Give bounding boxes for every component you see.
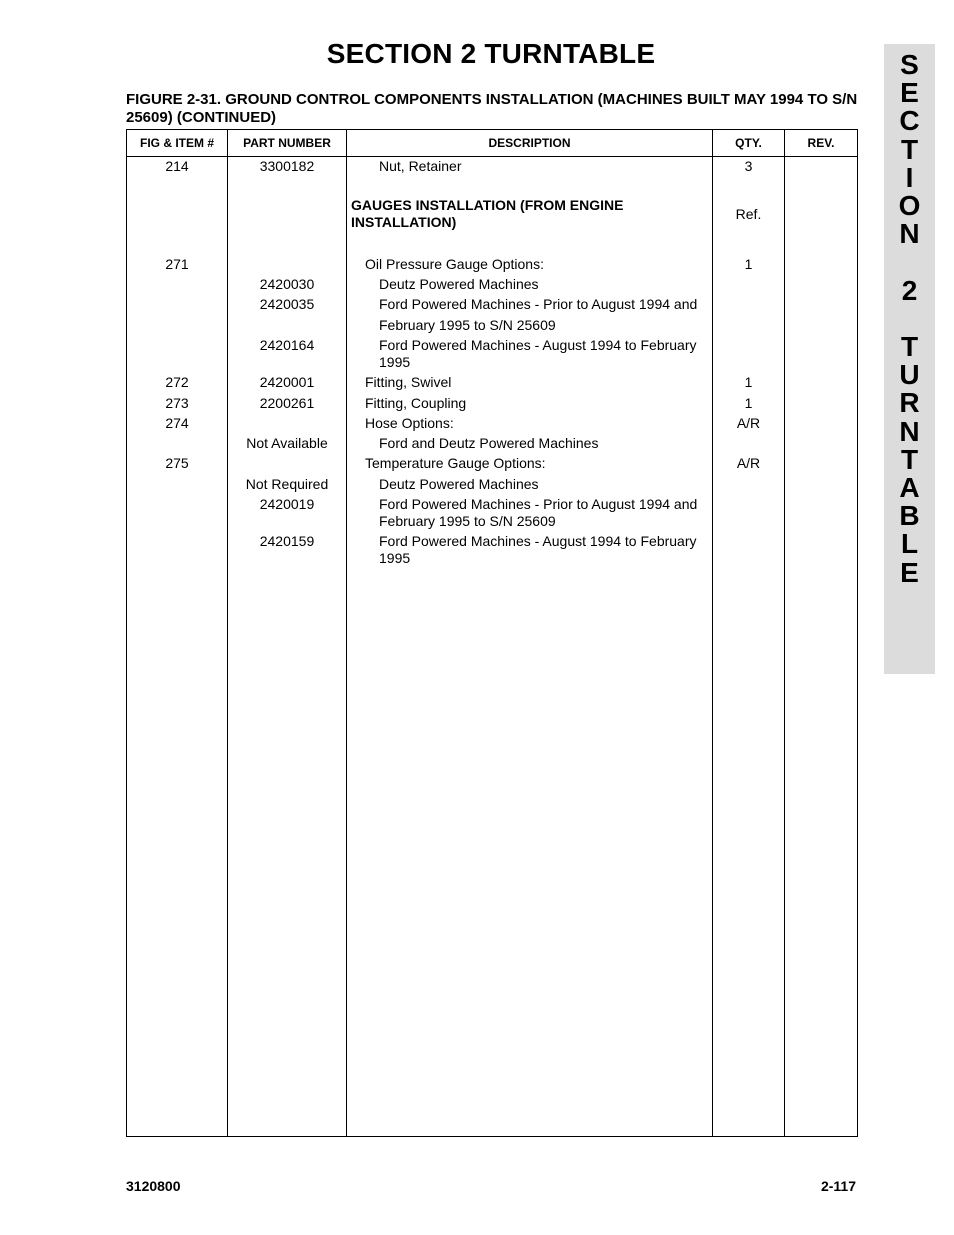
- part-number-cell: 2200261: [259, 395, 315, 411]
- description-cell: Hose Options:: [365, 415, 454, 431]
- side-tab-letter: C: [899, 105, 920, 137]
- description-cell: GAUGES INSTALLATION (FROM ENGINE INSTALLATION): [351, 197, 624, 230]
- column-divider: [784, 130, 785, 1136]
- document-number: 3120800: [126, 1178, 181, 1194]
- side-tab-letter: E: [900, 77, 919, 109]
- header-fig-item: FIG & ITEM #: [139, 136, 214, 150]
- qty-cell: 3: [744, 158, 753, 174]
- side-tab-letter: R: [899, 387, 920, 419]
- description-cell: Deutz Powered Machines: [379, 476, 539, 492]
- qty-cell: A/R: [736, 455, 761, 471]
- header-rev: REV.: [807, 136, 835, 150]
- side-tab-letter: N: [899, 415, 920, 447]
- part-number-cell: Not Required: [245, 476, 329, 492]
- side-tab-letter: A: [899, 472, 920, 504]
- description-cell: Fitting, Coupling: [365, 395, 467, 411]
- description-cell: Ford Powered Machines - August 1994 to February 1995: [379, 337, 697, 370]
- side-tab-spacer: [884, 305, 935, 333]
- side-tab-letter: N: [899, 218, 920, 250]
- description-cell: February 1995 to S/N 25609: [379, 317, 556, 333]
- column-divider: [712, 130, 713, 1136]
- description-cell: Ford Powered Machines - August 1994 to February 1995: [379, 533, 697, 566]
- fig-item-cell: 214: [165, 158, 189, 174]
- header-divider: [127, 156, 857, 157]
- description-cell: Deutz Powered Machines: [379, 276, 539, 292]
- section-side-tab: [884, 44, 935, 674]
- part-number-cell: 3300182: [259, 158, 315, 174]
- section-title: SECTION 2 TURNTABLE: [326, 38, 656, 69]
- header-qty: QTY.: [735, 136, 762, 150]
- description-cell: Ford Powered Machines - Prior to August 1994 and February 1995 to S/N 25609: [379, 496, 698, 529]
- side-tab-letters: [884, 51, 935, 587]
- side-tab-spacer: [884, 248, 935, 276]
- description-cell: Ford and Deutz Powered Machines: [379, 435, 599, 451]
- side-tab-letter: 2: [901, 274, 918, 306]
- part-number-cell: 2420164: [259, 337, 315, 353]
- description-cell: Oil Pressure Gauge Options:: [365, 256, 544, 272]
- qty-cell: Ref.: [735, 206, 762, 222]
- fig-item-cell: 271: [165, 256, 189, 272]
- fig-item-cell: 272: [165, 374, 189, 390]
- header-part-number: PART NUMBER: [243, 136, 331, 150]
- parts-table: [126, 129, 858, 1137]
- description-cell: Nut, Retainer: [379, 158, 462, 174]
- side-tab-letter: O: [898, 190, 921, 222]
- side-tab-letter: T: [900, 133, 919, 165]
- side-tab-letter: I: [905, 161, 914, 193]
- side-tab-letter: S: [900, 49, 919, 80]
- column-divider: [346, 130, 347, 1136]
- part-number-cell: 2420001: [259, 374, 315, 390]
- description-cell: Temperature Gauge Options:: [365, 455, 546, 471]
- side-tab-letter: B: [899, 500, 920, 532]
- qty-cell: A/R: [736, 415, 761, 431]
- side-tab-letter: T: [900, 331, 919, 362]
- fig-item-cell: 273: [165, 395, 189, 411]
- side-tab-letter: U: [899, 359, 920, 391]
- description-cell: Ford Powered Machines - Prior to August 1994 and: [379, 296, 698, 312]
- part-number-cell: 2420030: [259, 276, 315, 292]
- fig-item-cell: 274: [165, 415, 189, 431]
- qty-cell: 1: [744, 374, 753, 390]
- part-number-cell: 2420035: [259, 296, 315, 312]
- part-number-cell: Not Available: [246, 435, 328, 451]
- side-tab-letter: E: [900, 556, 919, 588]
- fig-item-cell: 275: [165, 455, 189, 471]
- qty-cell: 1: [744, 395, 753, 411]
- part-number-cell: 2420019: [259, 496, 315, 512]
- side-tab-letter: T: [900, 443, 919, 475]
- header-description: DESCRIPTION: [488, 136, 571, 150]
- page-number: 2-117: [820, 1178, 856, 1194]
- figure-title: FIGURE 2-31. GROUND CONTROL COMPONENTS INSTALLATION (MACHINES BUILT MAY 1994 TO S/N 25609) (CONTINUED): [126, 91, 858, 126]
- qty-cell: 1: [744, 256, 753, 272]
- part-number-cell: 2420159: [259, 533, 315, 549]
- description-cell: Fitting, Swivel: [365, 374, 452, 390]
- side-tab-letter: L: [900, 528, 919, 560]
